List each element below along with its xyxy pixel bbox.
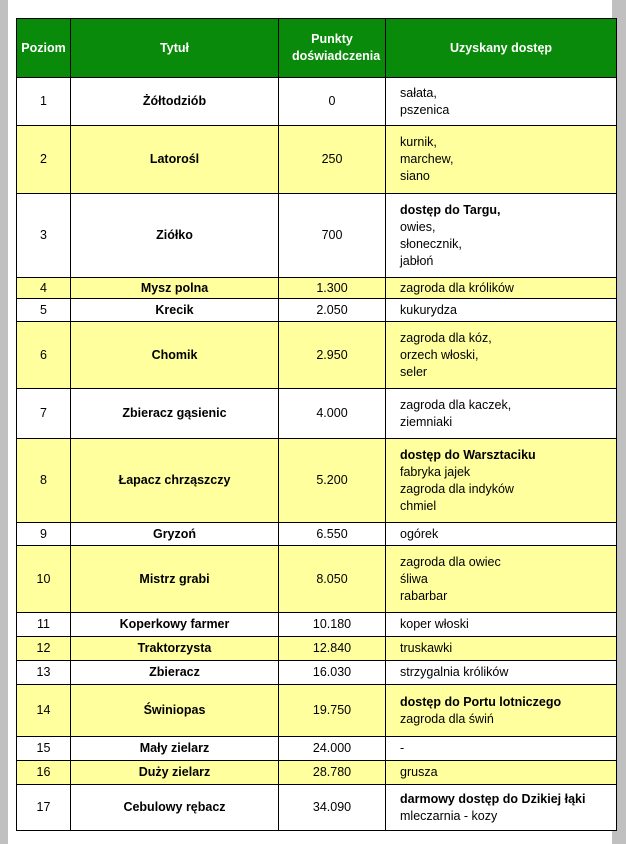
level-cell: 15 — [17, 737, 71, 761]
points-cell: 16.030 — [279, 661, 386, 685]
points-cell: 12.840 — [279, 637, 386, 661]
table-row — [17, 685, 617, 737]
access-item: rabarbar — [400, 588, 448, 603]
points-cell: 24.000 — [279, 737, 386, 761]
access-cell — [386, 637, 617, 661]
table-row — [17, 785, 617, 831]
access-item: śliwa — [400, 571, 428, 586]
access-cell — [386, 126, 617, 194]
points-cell: 6.550 — [279, 523, 386, 546]
level-cell: 3 — [17, 194, 71, 278]
table-row — [17, 389, 617, 439]
table-row — [17, 737, 617, 761]
access-item: marchew, — [400, 152, 454, 166]
access-cell — [386, 523, 617, 546]
points-cell: 250 — [279, 126, 386, 194]
access-item: jabłoń — [400, 253, 434, 268]
table-row — [17, 439, 617, 523]
access-item: dostęp do Warsztaciku — [400, 447, 536, 462]
header-level: Poziom — [17, 19, 71, 78]
access-item: koper włoski — [400, 617, 469, 631]
access-item: kukurydza — [400, 302, 457, 317]
levels-table — [16, 18, 617, 831]
access-item: pszenica — [400, 102, 450, 117]
access-item: truskawki — [400, 641, 453, 655]
title-cell: Zbieracz — [71, 661, 279, 685]
title-cell: Łapacz chrząszczy — [71, 439, 279, 523]
points-cell: 2.050 — [279, 299, 386, 322]
access-item: kurnik, — [400, 135, 437, 149]
title-cell: Traktorzysta — [71, 637, 279, 661]
access-item: fabryka jajek — [400, 464, 471, 479]
access-item: dostęp do Targu, — [400, 202, 501, 217]
access-cell — [386, 439, 617, 523]
access-item: strzygalnia królików — [400, 665, 509, 679]
access-item: grusza — [400, 765, 438, 779]
points-cell: 2.950 — [279, 322, 386, 389]
access-cell — [386, 278, 617, 299]
title-cell: Gryzoń — [71, 523, 279, 546]
access-cell — [386, 737, 617, 761]
access-cell — [386, 661, 617, 685]
title-cell: Ziółko — [71, 194, 279, 278]
points-cell: 8.050 — [279, 546, 386, 613]
header-row — [17, 19, 617, 78]
access-cell — [386, 613, 617, 637]
points-cell: 28.780 — [279, 761, 386, 785]
access-cell — [386, 761, 617, 785]
access-item: seler — [400, 364, 428, 379]
document-page — [8, 0, 612, 844]
title-cell: Chomik — [71, 322, 279, 389]
access-item: owies, — [400, 219, 436, 234]
access-cell — [386, 785, 617, 831]
access-cell — [386, 546, 617, 613]
access-item: darmowy dostęp do Dzikiej łąki — [400, 791, 586, 806]
table-row — [17, 523, 617, 546]
title-cell: Duży zielarz — [71, 761, 279, 785]
table-row — [17, 126, 617, 194]
level-cell: 2 — [17, 126, 71, 194]
access-item: sałata, — [400, 85, 437, 100]
title-cell: Świniopas — [71, 685, 279, 737]
access-item: zagroda dla świń — [400, 711, 494, 726]
level-cell: 16 — [17, 761, 71, 785]
access-cell — [386, 685, 617, 737]
access-item: słonecznik, — [400, 236, 462, 251]
title-cell: Mały zielarz — [71, 737, 279, 761]
access-cell — [386, 78, 617, 126]
title-cell: Zbieracz gąsienic — [71, 389, 279, 439]
access-item: zagroda dla kaczek, — [400, 397, 512, 412]
access-item: mleczarnia - kozy — [400, 808, 498, 823]
points-cell: 1.300 — [279, 278, 386, 299]
points-cell: 0 — [279, 78, 386, 126]
level-cell: 4 — [17, 278, 71, 299]
table-row — [17, 299, 617, 322]
level-cell: 13 — [17, 661, 71, 685]
level-cell: 1 — [17, 78, 71, 126]
access-item: ziemniaki — [400, 414, 453, 429]
table-row — [17, 278, 617, 299]
level-cell: 6 — [17, 322, 71, 389]
table-row — [17, 78, 617, 126]
access-item: zagroda dla owiec — [400, 554, 501, 569]
table-row — [17, 194, 617, 278]
access-cell — [386, 299, 617, 322]
title-cell: Żółtodziób — [71, 78, 279, 126]
title-cell: Mistrz grabi — [71, 546, 279, 613]
level-cell: 17 — [17, 785, 71, 831]
points-cell: 5.200 — [279, 439, 386, 523]
table-body — [17, 78, 617, 831]
title-cell: Krecik — [71, 299, 279, 322]
title-cell: Cebulowy rębacz — [71, 785, 279, 831]
access-item: dostęp do Portu lotniczego — [400, 694, 562, 709]
table-row — [17, 322, 617, 389]
access-item: zagroda dla królików — [400, 280, 514, 295]
table-row — [17, 661, 617, 685]
level-cell: 8 — [17, 439, 71, 523]
access-item: chmiel — [400, 498, 437, 513]
access-item: - — [400, 741, 405, 755]
points-cell: 34.090 — [279, 785, 386, 831]
title-cell: Koperkowy farmer — [71, 613, 279, 637]
access-item: ogórek — [400, 526, 439, 541]
level-cell: 14 — [17, 685, 71, 737]
level-cell: 5 — [17, 299, 71, 322]
access-item: siano — [400, 169, 430, 183]
header-access: Uzyskany dostęp — [386, 19, 617, 78]
access-cell — [386, 322, 617, 389]
points-cell: 19.750 — [279, 685, 386, 737]
table-row — [17, 613, 617, 637]
level-cell: 12 — [17, 637, 71, 661]
level-cell: 7 — [17, 389, 71, 439]
title-cell: Latorośl — [71, 126, 279, 194]
access-item: orzech włoski, — [400, 347, 479, 362]
level-cell: 11 — [17, 613, 71, 637]
access-item: zagroda dla indyków — [400, 481, 514, 496]
header-title: Tytuł — [71, 19, 279, 78]
level-cell: 10 — [17, 546, 71, 613]
title-cell: Mysz polna — [71, 278, 279, 299]
access-cell — [386, 194, 617, 278]
access-cell — [386, 389, 617, 439]
table-row — [17, 546, 617, 613]
table-row — [17, 637, 617, 661]
table-row — [17, 761, 617, 785]
header-points-label: Punkty doświadczenia — [292, 32, 381, 63]
header-points — [279, 19, 386, 78]
points-cell: 700 — [279, 194, 386, 278]
level-cell: 9 — [17, 523, 71, 546]
access-item: zagroda dla kóz, — [400, 330, 492, 345]
points-cell: 10.180 — [279, 613, 386, 637]
points-cell: 4.000 — [279, 389, 386, 439]
